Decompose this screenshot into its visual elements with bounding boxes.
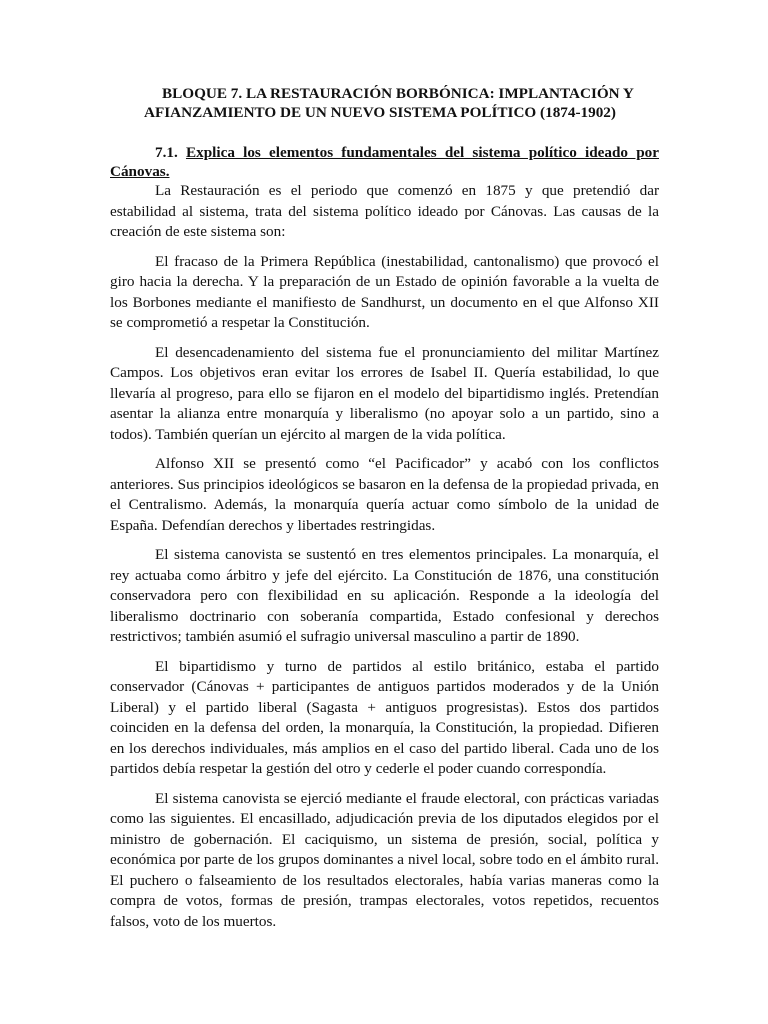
paragraph-intro: La Restauración es el periodo que comenzó en 1875 y que pretendió dar estabilidad al sistema, trata del sistema político ideado por Cánovas. Las causas de la creación de este sistema son: bbox=[110, 182, 659, 240]
question-text: Explica los elementos fundamentales del sistema político ideado por Cánovas. bbox=[110, 144, 659, 180]
paragraph-causes: El fracaso de la Primera República (inestabilidad, cantonalismo) que provocó el giro hacia la derecha. Y la preparación de un Estado de opinión favorable a la vuelta de los Borbones mediante el manifiesto de Sandhurst, un documento en el que Alfonso XII se comprometió a respetar la Constitución. bbox=[110, 252, 659, 331]
question-heading bbox=[110, 143, 659, 181]
document-title bbox=[110, 84, 659, 122]
title-line-2: AFIANZAMIENTO DE UN NUEVO SISTEMA POLÍTICO (1874-1902) bbox=[144, 104, 616, 121]
title-line-1: BLOQUE 7. LA RESTAURACIÓN BORBÓNICA: IMPLANTACIÓN Y bbox=[162, 85, 634, 102]
paragraph-bipartidismo: El bipartidismo y turno de partidos al estilo británico, estaba el partido conservador (Cánovas + participantes de antiguos partidos moderados y de la Unión Liberal) y el partido liberal (Sagasta + antiguos progresistas). Estos dos partidos coinciden en la defensa del orden, la monarquía, la Constitución, la propiedad. Difieren en los derechos individuales, más amplios en el caso del partido liberal. Cada uno de los partidos debía respetar la gestión del otro y cederle el poder cuando correspondía. bbox=[110, 657, 659, 777]
paragraph-fraude: El sistema canovista se ejerció mediante el fraude electoral, con prácticas variadas como las siguientes. El encasillado, adjudicación previa de los diputados elegidos por el ministro de gobernación. El caciquismo, un sistema de presión, social, política y económica por parte de los grupos dominantes a nivel local, sobre todo en el ámbito rural. El puchero o falseamiento de los resultados electorales, había varias maneras como la compra de votos, formas de presión, trampas electorales, votos repetidos, recuentos falsos, voto de los muertos. bbox=[110, 789, 659, 930]
document-page bbox=[110, 84, 659, 932]
paragraph-alfonso: Alfonso XII se presentó como “el Pacificador” y acabó con los conflictos anteriores. Sus principios ideológicos se basaron en la defensa de la propiedad privada, en el Centralismo. Además, la monarquía quería actuar como símbolo de la unidad de España. Defendían derechos y libertades restringidas. bbox=[110, 455, 659, 534]
paragraph-elements: El sistema canovista se sustentó en tres elementos principales. La monarquía, el rey actuaba como árbitro y jefe del ejército. La Constitución de 1876, una constitución conservadora pero con flexibilidad en su aplicación. Responde a la ideología del liberalismo doctrinario con soberanía compartida, Estado confesional y derechos restrictivos; también asumió el sufragio universal masculino a partir de 1890. bbox=[110, 546, 659, 645]
paragraph-trigger: El desencadenamiento del sistema fue el pronunciamiento del militar Martínez Campos. Los objetivos eran evitar los errores de Isabel II. Quería estabilidad, lo que llevaría al progreso, para ello se fijaron en el modelo del bipartidismo inglés. Pretendían asentar la alianza entre monarquía y liberalismo (no apoyar solo a un partido, sino a todos). También querían un ejército al margen de la vida política. bbox=[110, 343, 659, 443]
question-number: 7.1. bbox=[155, 144, 178, 161]
